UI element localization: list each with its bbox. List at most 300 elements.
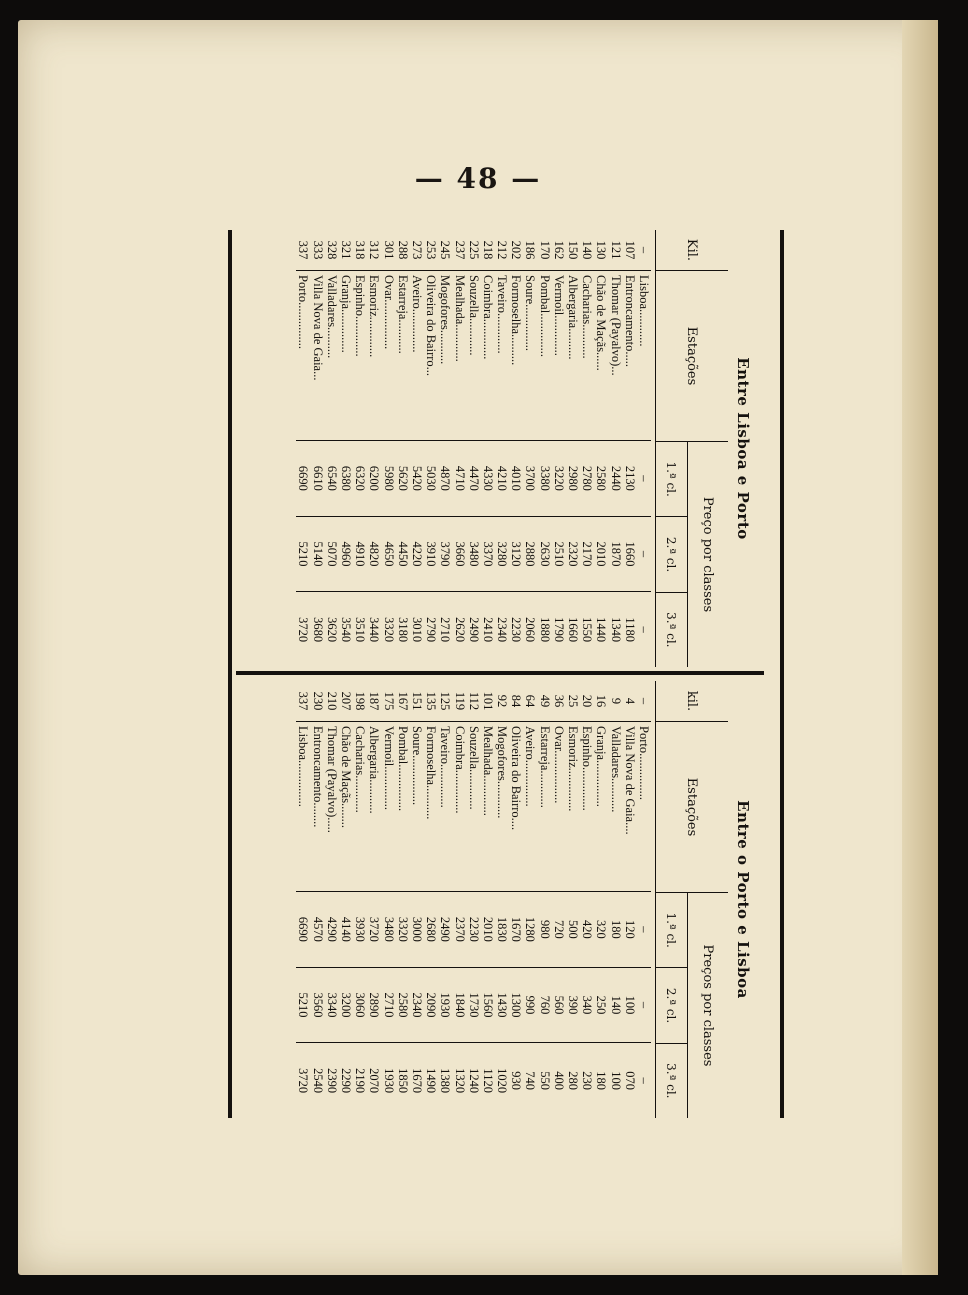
table-row	[594, 681, 608, 1118]
cell-km: 198	[353, 681, 367, 722]
table-row	[467, 681, 481, 1118]
cell-price-1: 5030	[424, 465, 439, 491]
table-row	[339, 230, 353, 667]
cell-km: –	[637, 681, 651, 722]
cell-km: 119	[452, 681, 466, 722]
cell-price-2: 250	[594, 967, 608, 1043]
cell-price-2: 2890	[367, 967, 381, 1043]
cell-km: 212	[495, 230, 509, 271]
table-row	[381, 230, 395, 667]
cell-station: Mealhada............	[452, 271, 466, 441]
cell-km: 253	[424, 230, 438, 271]
cell-price-3: 1670	[410, 1042, 424, 1118]
cell-price-3: 2490	[467, 591, 481, 667]
cell-price-2: 3480	[467, 516, 481, 592]
header-class-1: 1.ª cl.	[664, 912, 679, 948]
cell-price-1: 5620	[395, 465, 410, 491]
header-price	[656, 893, 728, 1118]
cell-price-3: 1320	[452, 1042, 466, 1118]
header-classes	[656, 893, 688, 1118]
cell-station: Chão de Maçãs......	[594, 271, 608, 441]
cell-station: Granja...............	[594, 722, 608, 892]
cell-price-3: 1490	[424, 1042, 438, 1118]
cell-price-3: 1120	[481, 1042, 495, 1118]
cell-price-1: 3000	[410, 916, 424, 942]
cell-km: 175	[381, 681, 395, 722]
cell-station: Vermoil..............	[381, 722, 395, 892]
cell-price-2: 2510	[552, 516, 566, 592]
cell-price-1: 6690	[296, 465, 311, 491]
header-class-1: 1.ª cl.	[664, 461, 679, 497]
cell-price-2: 3340	[325, 967, 339, 1043]
cell-price-2: 340	[580, 967, 594, 1043]
cell-km: 4	[623, 681, 637, 722]
cell-price-1: 6380	[339, 465, 354, 491]
cell-km: 337	[296, 230, 310, 271]
cell-km: 318	[353, 230, 367, 271]
cell-station: Thomar (Payalvo).....	[325, 722, 339, 892]
table-row	[637, 681, 651, 1118]
table-row	[353, 230, 367, 667]
cell-km: 101	[481, 681, 495, 722]
cell-price-2: 1870	[608, 516, 622, 592]
cell-price-2: 4820	[367, 516, 381, 592]
cell-price-1: 2130	[622, 465, 637, 491]
cell-km: 25	[566, 681, 580, 722]
table-row	[552, 681, 566, 1118]
cell-price-3: 1240	[467, 1042, 481, 1118]
cell-station: Mogofores...........	[438, 271, 452, 441]
cell-price-2: 2010	[594, 516, 608, 592]
cell-price-3: 070	[623, 1042, 637, 1118]
cell-station: Lisboa............	[637, 271, 651, 441]
cell-station: Entroncamento.....	[623, 271, 637, 441]
cell-station: Souzella............	[467, 271, 481, 441]
cell-station: Mealhada.............	[481, 722, 495, 892]
cell-price-1: 4010	[509, 465, 524, 491]
cell-price-3: 740	[523, 1042, 537, 1118]
cell-price-2: 4650	[381, 516, 395, 592]
cell-price-1: 2370	[452, 916, 467, 942]
cell-station: Soure................	[410, 722, 424, 892]
header-price-title: Preços por classes	[700, 944, 716, 1067]
cell-price-3: 2060	[523, 591, 537, 667]
cell-price-3: 1440	[594, 591, 608, 667]
table-header	[655, 230, 728, 667]
cell-km: 210	[325, 681, 339, 722]
cell-km: 135	[424, 681, 438, 722]
cell-price-1: 2980	[566, 465, 581, 491]
cell-price-2: 390	[566, 967, 580, 1043]
cell-price-3: 2620	[452, 591, 466, 667]
cell-price-1: 2490	[438, 916, 453, 942]
cell-km: –	[637, 230, 651, 271]
cell-price-2: 5070	[325, 516, 339, 592]
table-row	[580, 230, 594, 667]
cell-station: Cacharias...........	[580, 271, 594, 441]
cell-station: Esmoriz..............	[566, 722, 580, 892]
header-price	[656, 442, 728, 667]
cell-price-2: 100	[623, 967, 637, 1043]
cell-price-2: 4960	[339, 516, 353, 592]
cell-price-1: 4570	[310, 916, 325, 942]
table-row	[311, 681, 325, 1118]
cell-station: Oliveira do Bairro....	[509, 722, 523, 892]
cell-price-1: 3720	[367, 916, 382, 942]
cell-price-3: 1930	[381, 1042, 395, 1118]
cell-price-1: 5980	[381, 465, 396, 491]
table-row	[353, 681, 367, 1118]
cell-price-3: 230	[580, 1042, 594, 1118]
cell-station: Taveiro..............	[438, 722, 452, 892]
cell-station: Esmoriz.............	[367, 271, 381, 441]
cell-price-3: 2290	[339, 1042, 353, 1118]
cell-station: Cacharias............	[353, 722, 367, 892]
cell-km: 130	[594, 230, 608, 271]
cell-price-3: 3010	[410, 591, 424, 667]
cell-km: 333	[311, 230, 325, 271]
cell-price-1: 2680	[424, 916, 439, 942]
rotated-timetable	[224, 230, 784, 1118]
cell-station: Ovar.................	[552, 722, 566, 892]
table-row	[523, 230, 537, 667]
cell-price-2: 3370	[481, 516, 495, 592]
header-price-title: Preço por classes	[700, 496, 716, 613]
table-row	[481, 230, 495, 667]
cell-price-1: 3220	[551, 465, 566, 491]
cell-price-2: 760	[538, 967, 552, 1043]
cell-price-1: 1280	[523, 916, 538, 942]
cell-km: 20	[580, 681, 594, 722]
cell-price-1: 720	[551, 919, 566, 939]
table-row	[367, 230, 381, 667]
table-divider	[236, 671, 764, 675]
table-row	[481, 681, 495, 1118]
cell-km: 84	[509, 681, 523, 722]
cell-km: 107	[623, 230, 637, 271]
cell-price-1: 180	[608, 919, 623, 939]
cell-price-2: 1560	[481, 967, 495, 1043]
cell-price-2: 1930	[438, 967, 452, 1043]
table-row	[509, 681, 523, 1118]
cell-price-1: 2440	[608, 465, 623, 491]
table-row	[637, 230, 651, 667]
cell-price-2: 2320	[566, 516, 580, 592]
cell-station: Granja..............	[339, 271, 353, 441]
table-row	[509, 230, 523, 667]
cell-station: Villa Nova de Gaia...	[311, 271, 325, 441]
table-row	[396, 230, 410, 667]
cell-km: 328	[325, 230, 339, 271]
cell-km: 301	[381, 230, 395, 271]
cell-price-3: 2340	[495, 591, 509, 667]
header-class-3: 3.ª cl.	[656, 592, 687, 667]
cell-price-2: 2710	[381, 967, 395, 1043]
cell-price-1: –	[637, 475, 651, 482]
cell-price-2: 4220	[410, 516, 424, 592]
cell-km: 237	[452, 230, 466, 271]
cell-price-3: 3680	[311, 591, 325, 667]
cell-price-2: 4910	[353, 516, 367, 592]
cell-price-3: 1380	[438, 1042, 452, 1118]
table-porto-lisboa	[238, 681, 758, 1118]
cell-price-1: 4140	[339, 916, 354, 942]
cell-price-2: –	[637, 967, 651, 1043]
cell-km: 64	[523, 681, 537, 722]
cell-price-2: 2090	[424, 967, 438, 1043]
cell-price-1: 1830	[495, 916, 510, 942]
cell-station: Porto...............	[637, 722, 651, 892]
cell-price-2: 2580	[396, 967, 410, 1043]
cell-km: 337	[296, 681, 310, 722]
table-row	[552, 230, 566, 667]
cell-price-1: 6690	[296, 916, 311, 942]
cell-price-1: 120	[622, 919, 637, 939]
cell-price-3: 550	[538, 1042, 552, 1118]
cell-km: 312	[367, 230, 381, 271]
table-row	[311, 230, 325, 667]
cell-price-3: 3720	[296, 591, 310, 667]
table-row	[608, 681, 622, 1118]
table-title: Entre o Porto e Lisboa	[734, 800, 752, 999]
table-row	[424, 230, 438, 667]
cell-price-1: 6320	[353, 465, 368, 491]
cell-km: 36	[552, 681, 566, 722]
header-station: Estações	[656, 722, 728, 893]
cell-price-2: 5140	[311, 516, 325, 592]
cell-station: Coimbra.............	[481, 271, 495, 441]
cell-price-3: 1660	[566, 591, 580, 667]
cell-price-2: 3560	[311, 967, 325, 1043]
cell-km: 202	[509, 230, 523, 271]
cell-price-3: 100	[608, 1042, 622, 1118]
cell-km: 49	[538, 681, 552, 722]
cell-station: Taveiro.............	[495, 271, 509, 441]
cell-price-3: 930	[509, 1042, 523, 1118]
cell-price-3: 1180	[623, 591, 637, 667]
cell-station: Thomar (Payalvo)...	[608, 271, 622, 441]
table-row	[381, 681, 395, 1118]
cell-station: Oliveira do Bairro...	[424, 271, 438, 441]
cell-station: Vermoil.............	[552, 271, 566, 441]
cell-price-3: 3320	[381, 591, 395, 667]
cell-station: Formoselha..........	[509, 271, 523, 441]
cell-price-1: 2780	[580, 465, 595, 491]
cell-km: 125	[438, 681, 452, 722]
bottom-rule	[228, 230, 232, 1118]
cell-price-3: 3510	[353, 591, 367, 667]
cell-price-1: 3320	[395, 916, 410, 942]
cell-km: 16	[594, 681, 608, 722]
cell-km: 167	[396, 681, 410, 722]
table-lisboa-porto	[238, 230, 758, 667]
header-class-2: 2.ª cl.	[656, 516, 687, 591]
table-row	[467, 230, 481, 667]
cell-km: 273	[410, 230, 424, 271]
cell-price-3: 3720	[296, 1042, 310, 1118]
page-edge	[902, 20, 938, 1275]
cell-price-1: 980	[537, 919, 552, 939]
cell-price-3: 1850	[396, 1042, 410, 1118]
header-classes	[656, 442, 688, 667]
cell-price-2: 3120	[509, 516, 523, 592]
table-header	[655, 681, 728, 1118]
cell-km: 225	[467, 230, 481, 271]
cell-price-2: 1300	[509, 967, 523, 1043]
cell-price-1: 6610	[310, 465, 325, 491]
cell-price-1: 6540	[324, 465, 339, 491]
table-row	[438, 230, 452, 667]
cell-km: 187	[367, 681, 381, 722]
cell-price-1: 4330	[480, 465, 495, 491]
table-body	[296, 230, 655, 667]
top-rule	[780, 230, 784, 1118]
table-row	[580, 681, 594, 1118]
header-km: Kil.	[656, 230, 728, 271]
cell-price-1: 4210	[495, 465, 510, 491]
cell-price-3: 3180	[396, 591, 410, 667]
cell-station: Pombal..............	[538, 271, 552, 441]
cell-station: Souzella.............	[467, 722, 481, 892]
cell-km: 150	[566, 230, 580, 271]
cell-station: Pombal...............	[396, 722, 410, 892]
cell-price-3: 3620	[325, 591, 339, 667]
cell-price-3: 1340	[608, 591, 622, 667]
cell-price-3: 2540	[311, 1042, 325, 1118]
cell-station: Mogofores............	[495, 722, 509, 892]
cell-price-1: 3700	[523, 465, 538, 491]
cell-km: 162	[552, 230, 566, 271]
cell-price-3: 1880	[538, 591, 552, 667]
cell-km: 218	[481, 230, 495, 271]
cell-price-2: 3910	[424, 516, 438, 592]
cell-price-3: 1790	[552, 591, 566, 667]
cell-station: Lisboa...............	[296, 722, 310, 892]
cell-km: 207	[339, 681, 353, 722]
table-row	[538, 230, 552, 667]
cell-price-1: 3480	[381, 916, 396, 942]
page-number: — 48 —	[414, 162, 542, 195]
cell-station: Estarreja...........	[396, 271, 410, 441]
table-row	[594, 230, 608, 667]
cell-price-3: 1550	[580, 591, 594, 667]
cell-price-3: 180	[594, 1042, 608, 1118]
table-row	[339, 681, 353, 1118]
cell-station: Chão de Maçãs........	[339, 722, 353, 892]
cell-station: Espinho.............	[353, 271, 367, 441]
cell-price-1: 1670	[509, 916, 524, 942]
table-row	[410, 681, 424, 1118]
table-row	[566, 681, 580, 1118]
table-row	[367, 681, 381, 1118]
cell-price-1: 420	[580, 919, 595, 939]
cell-km: 245	[438, 230, 452, 271]
cell-price-2: 2340	[410, 967, 424, 1043]
cell-price-3: 2410	[481, 591, 495, 667]
cell-price-2: 3790	[438, 516, 452, 592]
cell-price-1: 500	[566, 919, 581, 939]
table-row	[523, 681, 537, 1118]
cell-station: Aveiro..............	[410, 271, 424, 441]
cell-km: 121	[608, 230, 622, 271]
table-row	[452, 681, 466, 1118]
cell-price-1: 4290	[324, 916, 339, 942]
table-row	[296, 230, 310, 667]
cell-km: 321	[339, 230, 353, 271]
cell-price-2: 5210	[296, 967, 310, 1043]
table-row	[495, 230, 509, 667]
cell-price-3: –	[637, 591, 651, 667]
table-row	[495, 681, 509, 1118]
cell-price-3: 2790	[424, 591, 438, 667]
cell-price-2: –	[637, 516, 651, 592]
cell-station: Estarreja............	[538, 722, 552, 892]
cell-price-2: 3060	[353, 967, 367, 1043]
cell-price-3: –	[637, 1042, 651, 1118]
table-row	[538, 681, 552, 1118]
cell-station: Ovar................	[381, 271, 395, 441]
cell-station: Soure...............	[523, 271, 537, 441]
table-row	[424, 681, 438, 1118]
cell-station: Entroncamento........	[311, 722, 325, 892]
cell-station: Porto...............	[296, 271, 310, 441]
cell-station: Formoselha...........	[424, 722, 438, 892]
cell-price-3: 2070	[367, 1042, 381, 1118]
cell-km: 112	[467, 681, 481, 722]
cell-price-1: 2580	[594, 465, 609, 491]
table-row	[438, 681, 452, 1118]
table-body	[296, 681, 655, 1118]
table-row	[566, 230, 580, 667]
cell-price-2: 140	[608, 967, 622, 1043]
cell-price-2: 3280	[495, 516, 509, 592]
table-row	[623, 681, 637, 1118]
table-row	[325, 230, 339, 667]
cell-station: Valladares..........	[325, 271, 339, 441]
cell-price-1: 4470	[466, 465, 481, 491]
cell-km: 9	[608, 681, 622, 722]
cell-km: 92	[495, 681, 509, 722]
cell-price-1: 320	[594, 919, 609, 939]
cell-km: 170	[538, 230, 552, 271]
cell-price-1: 4710	[452, 465, 467, 491]
cell-price-2: 3200	[339, 967, 353, 1043]
cell-station: Coimbra..............	[452, 722, 466, 892]
header-km: kil.	[656, 681, 728, 722]
table-title: Entre Lisboa e Porto	[734, 357, 752, 540]
cell-price-3: 2190	[353, 1042, 367, 1118]
cell-km: 186	[523, 230, 537, 271]
header-class-2: 2.ª cl.	[656, 967, 687, 1042]
cell-price-3: 400	[552, 1042, 566, 1118]
cell-station: Valladares...........	[608, 722, 622, 892]
table-row	[623, 230, 637, 667]
cell-price-1: 3380	[537, 465, 552, 491]
cell-price-1: 2010	[480, 916, 495, 942]
cell-station: Villa Nova de Gaia....	[623, 722, 637, 892]
cell-price-1: 2230	[466, 916, 481, 942]
table-row	[452, 230, 466, 667]
cell-price-2: 1730	[467, 967, 481, 1043]
cell-price-1: –	[637, 926, 651, 933]
cell-price-1: 6200	[367, 465, 382, 491]
cell-price-3: 3440	[367, 591, 381, 667]
cell-km: 151	[410, 681, 424, 722]
table-row	[608, 230, 622, 667]
cell-km: 230	[311, 681, 325, 722]
table-row	[396, 681, 410, 1118]
cell-price-2: 5210	[296, 516, 310, 592]
